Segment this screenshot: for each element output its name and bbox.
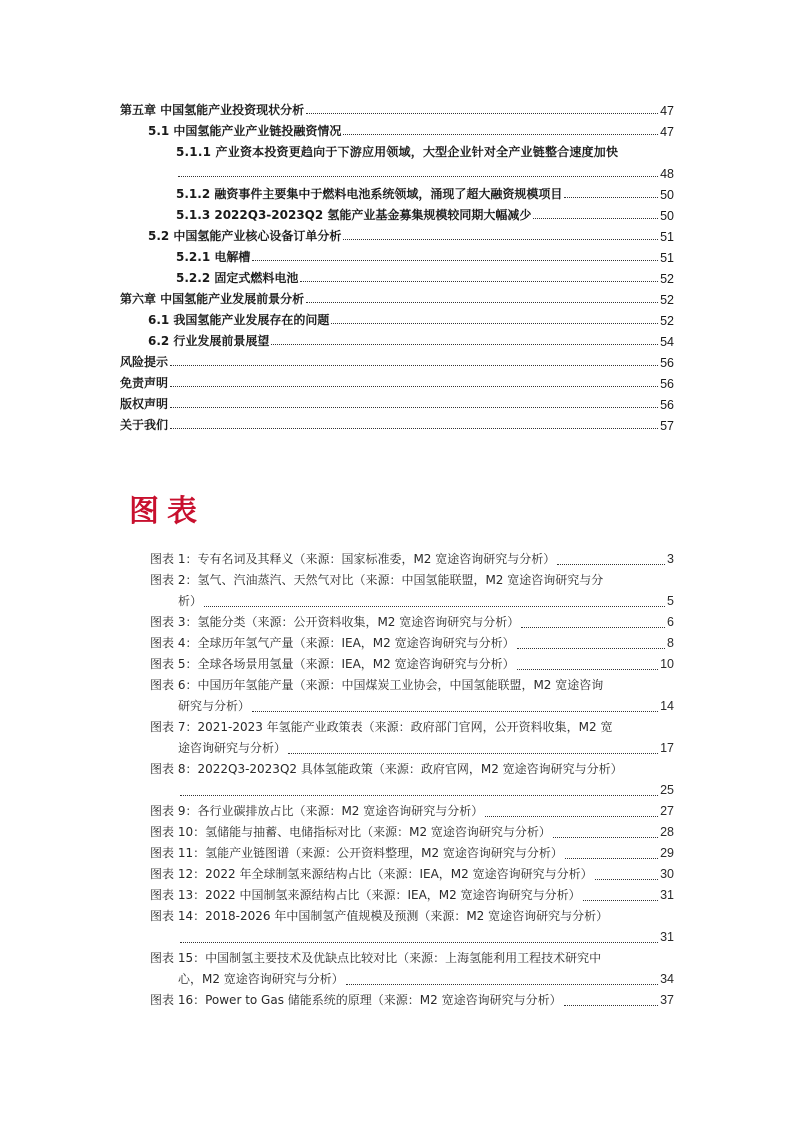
toc-entry[interactable] xyxy=(120,202,674,223)
figure-label: 图表 13： xyxy=(150,888,206,902)
table-of-contents xyxy=(120,97,674,433)
dot-leader xyxy=(346,984,658,985)
toc-entry[interactable] xyxy=(120,286,674,307)
dot-leader xyxy=(178,176,658,177)
toc-entry[interactable] xyxy=(120,412,674,433)
dot-leader xyxy=(557,564,665,565)
figure-label: 图表 1： xyxy=(150,552,198,566)
toc-title: 5.1.1 产业资本投资更趋向于下游应用领域，大型企业针对全产业链整合速度加快 xyxy=(176,145,619,159)
figure-page-number: 28 xyxy=(660,825,674,839)
figure-label: 图表 10： xyxy=(150,825,206,839)
toc-title: 版权声明 xyxy=(120,397,169,411)
figure-page-number: 3 xyxy=(667,552,674,566)
dot-leader xyxy=(565,858,658,859)
toc-title: 6.2 行业发展前景展望 xyxy=(148,334,270,348)
toc-title: 5.1 中国氢能产业产业链投融资情况 xyxy=(148,124,342,138)
figure-entry[interactable] xyxy=(150,843,674,864)
figure-title: 氢储能与抽蓄、电储指标对比（来源：M2 宽途咨询研究与分析） xyxy=(205,825,551,839)
figure-entry[interactable] xyxy=(150,864,674,885)
figures-heading: 图表 xyxy=(129,494,205,529)
dot-leader xyxy=(170,365,658,366)
figure-entry[interactable] xyxy=(150,549,674,570)
dot-leader xyxy=(180,795,658,796)
dot-leader xyxy=(485,816,658,817)
figure-page-number: 14 xyxy=(660,699,674,713)
figure-label: 图表 11： xyxy=(150,846,206,860)
figure-title: Power to Gas 储能系统的原理（来源：M2 宽途咨询研究与分析） xyxy=(205,993,562,1007)
figure-page-number: 29 xyxy=(660,846,674,860)
dot-leader xyxy=(343,134,658,135)
figure-entry[interactable] xyxy=(150,717,674,759)
toc-entry[interactable] xyxy=(120,223,674,244)
figure-title: 专有名词及其释义（来源：国家标准委，M2 宽途咨询研究与分析） xyxy=(197,552,556,566)
figure-title: 2018-2026 年中国制氢产值规模及预测（来源：M2 宽途咨询研究与分析） xyxy=(205,909,609,923)
figure-label: 图表 7： xyxy=(150,720,198,734)
figure-title: 全球历年氢气产量（来源：IEA，M2 宽途咨询研究与分析） xyxy=(197,636,515,650)
figure-title: 氢气、汽油蒸汽、天然气对比（来源：中国氢能联盟，M2 宽途咨询研究与分 xyxy=(197,573,604,587)
figure-title: 2022Q3-2023Q2 具体氢能政策（来源：政府官网，M2 宽途咨询研究与分析） xyxy=(197,762,623,776)
toc-page-number: 52 xyxy=(660,314,674,328)
figure-entry[interactable] xyxy=(150,654,674,675)
figure-label: 图表 2： xyxy=(150,573,198,587)
figure-entry[interactable] xyxy=(150,570,674,612)
figure-entry[interactable] xyxy=(150,885,674,906)
figure-title: 氢能产业链图谱（来源：公开资料整理，M2 宽途咨询研究与分析） xyxy=(205,846,563,860)
toc-page-number: 47 xyxy=(660,125,674,139)
figure-page-number: 6 xyxy=(667,615,674,629)
toc-entry[interactable] xyxy=(120,349,674,370)
figure-title: 2022 年全球制氢来源结构占比（来源：IEA，M2 宽途咨询研究与分析） xyxy=(205,867,593,881)
figure-page-number: 5 xyxy=(667,594,674,608)
figure-title: 心，M2 宽途咨询研究与分析） xyxy=(178,972,344,986)
toc-entry[interactable] xyxy=(120,307,674,328)
figure-page-number: 34 xyxy=(660,972,674,986)
toc-title: 风险提示 xyxy=(120,355,169,369)
dot-leader xyxy=(252,260,658,261)
figure-page-number: 25 xyxy=(660,783,674,797)
figure-entry[interactable] xyxy=(150,633,674,654)
toc-title: 5.2.2 固定式燃料电池 xyxy=(176,271,299,285)
figure-page-number: 30 xyxy=(660,867,674,881)
toc-title: 免责声明 xyxy=(120,376,169,390)
figure-page-number: 10 xyxy=(660,657,674,671)
toc-page-number: 50 xyxy=(660,188,674,202)
toc-entry[interactable] xyxy=(120,139,674,181)
figure-label: 图表 14： xyxy=(150,909,206,923)
figure-title: 各行业碳排放占比（来源：M2 宽途咨询研究与分析） xyxy=(197,804,484,818)
toc-entry[interactable] xyxy=(120,391,674,412)
dot-leader xyxy=(521,627,665,628)
toc-page-number: 52 xyxy=(660,293,674,307)
toc-title: 第六章 中国氢能产业发展前景分析 xyxy=(120,292,305,306)
toc-entry[interactable] xyxy=(120,328,674,349)
toc-page-number: 51 xyxy=(660,251,674,265)
figure-title: 中国历年氢能产量（来源：中国煤炭工业协会，中国氢能联盟，M2 宽途咨询 xyxy=(197,678,604,692)
figure-page-number: 8 xyxy=(667,636,674,650)
toc-page-number: 54 xyxy=(660,335,674,349)
figure-entry[interactable] xyxy=(150,675,674,717)
figure-page-number: 27 xyxy=(660,804,674,818)
toc-entry[interactable] xyxy=(120,97,674,118)
toc-title: 第五章 中国氢能产业投资现状分析 xyxy=(120,103,305,117)
figure-label: 图表 15： xyxy=(150,951,206,965)
toc-title: 5.1.3 2022Q3-2023Q2 氢能产业基金募集规模较同期大幅减少 xyxy=(176,208,532,222)
figure-label: 图表 8： xyxy=(150,762,198,776)
figure-title: 2022 中国制氢来源结构占比（来源：IEA，M2 宽途咨询研究与分析） xyxy=(205,888,581,902)
dot-leader xyxy=(343,239,658,240)
toc-title: 5.2 中国氢能产业核心设备订单分析 xyxy=(148,229,342,243)
toc-title: 5.1.2 融资事件主要集中于燃料电池系统领域，涌现了超大融资规模项目 xyxy=(176,187,563,201)
toc-page-number: 57 xyxy=(660,419,674,433)
figure-title: 2021-2023 年氢能产业政策表（来源：政府部门官网，公开资料收集，M2 宽 xyxy=(197,720,613,734)
dot-leader xyxy=(252,711,658,712)
dot-leader xyxy=(583,900,659,901)
figure-title: 途咨询研究与分析） xyxy=(178,741,287,755)
figure-entry[interactable] xyxy=(150,906,674,948)
figure-label: 图表 6： xyxy=(150,678,198,692)
dot-leader xyxy=(300,281,658,282)
dot-leader xyxy=(271,344,658,345)
dot-leader xyxy=(306,113,658,114)
toc-page-number: 56 xyxy=(660,377,674,391)
figure-label: 图表 12： xyxy=(150,867,206,881)
dot-leader xyxy=(204,606,665,607)
dot-leader xyxy=(288,753,658,754)
dot-leader xyxy=(306,302,658,303)
figure-label: 图表 16： xyxy=(150,993,206,1007)
figure-entry[interactable] xyxy=(150,801,674,822)
toc-title: 6.1 我国氢能产业发展存在的问题 xyxy=(148,313,330,327)
dot-leader xyxy=(595,879,659,880)
figure-page-number: 37 xyxy=(660,993,674,1007)
figure-page-number: 17 xyxy=(660,741,674,755)
figure-title: 全球各场景用氢量（来源：IEA，M2 宽途咨询研究与分析） xyxy=(197,657,515,671)
dot-leader xyxy=(170,386,658,387)
toc-entry[interactable] xyxy=(120,265,674,286)
dot-leader xyxy=(564,1005,659,1006)
figure-entry[interactable] xyxy=(150,948,674,990)
figure-page-number: 31 xyxy=(660,930,674,944)
dot-leader xyxy=(553,837,658,838)
dot-leader xyxy=(564,197,658,198)
toc-entry[interactable] xyxy=(120,118,674,139)
figure-entry[interactable] xyxy=(150,612,674,633)
figure-page-number: 31 xyxy=(660,888,674,902)
toc-page-number: 50 xyxy=(660,209,674,223)
toc-entry[interactable] xyxy=(120,244,674,265)
toc-entry[interactable] xyxy=(120,181,674,202)
dot-leader xyxy=(517,648,665,649)
toc-title: 关于我们 xyxy=(120,418,169,432)
figure-title: 中国制氢主要技术及优缺点比较对比（来源：上海氢能利用工程技术研究中 xyxy=(205,951,602,965)
toc-page-number: 48 xyxy=(660,167,674,181)
dot-leader xyxy=(170,407,658,408)
toc-page-number: 56 xyxy=(660,398,674,412)
figure-label: 图表 9： xyxy=(150,804,198,818)
list-of-figures xyxy=(150,549,674,1011)
dot-leader xyxy=(170,428,658,429)
toc-page-number: 56 xyxy=(660,356,674,370)
dot-leader xyxy=(533,218,658,219)
figure-entry[interactable] xyxy=(150,822,674,843)
toc-page-number: 47 xyxy=(660,104,674,118)
toc-entry[interactable] xyxy=(120,370,674,391)
toc-title: 5.2.1 电解槽 xyxy=(176,250,251,264)
dot-leader xyxy=(517,669,659,670)
figure-title: 氢能分类（来源：公开资料收集，M2 宽途咨询研究与分析） xyxy=(197,615,520,629)
figure-label: 图表 3： xyxy=(150,615,198,629)
figure-label: 图表 4： xyxy=(150,636,198,650)
figure-title: 析） xyxy=(178,594,203,608)
toc-page-number: 52 xyxy=(660,272,674,286)
figure-entry[interactable] xyxy=(150,990,674,1011)
figure-title: 研究与分析） xyxy=(178,699,251,713)
figure-label: 图表 5： xyxy=(150,657,198,671)
dot-leader xyxy=(180,942,658,943)
figure-entry[interactable] xyxy=(150,759,674,801)
toc-page-number: 51 xyxy=(660,230,674,244)
dot-leader xyxy=(331,323,658,324)
